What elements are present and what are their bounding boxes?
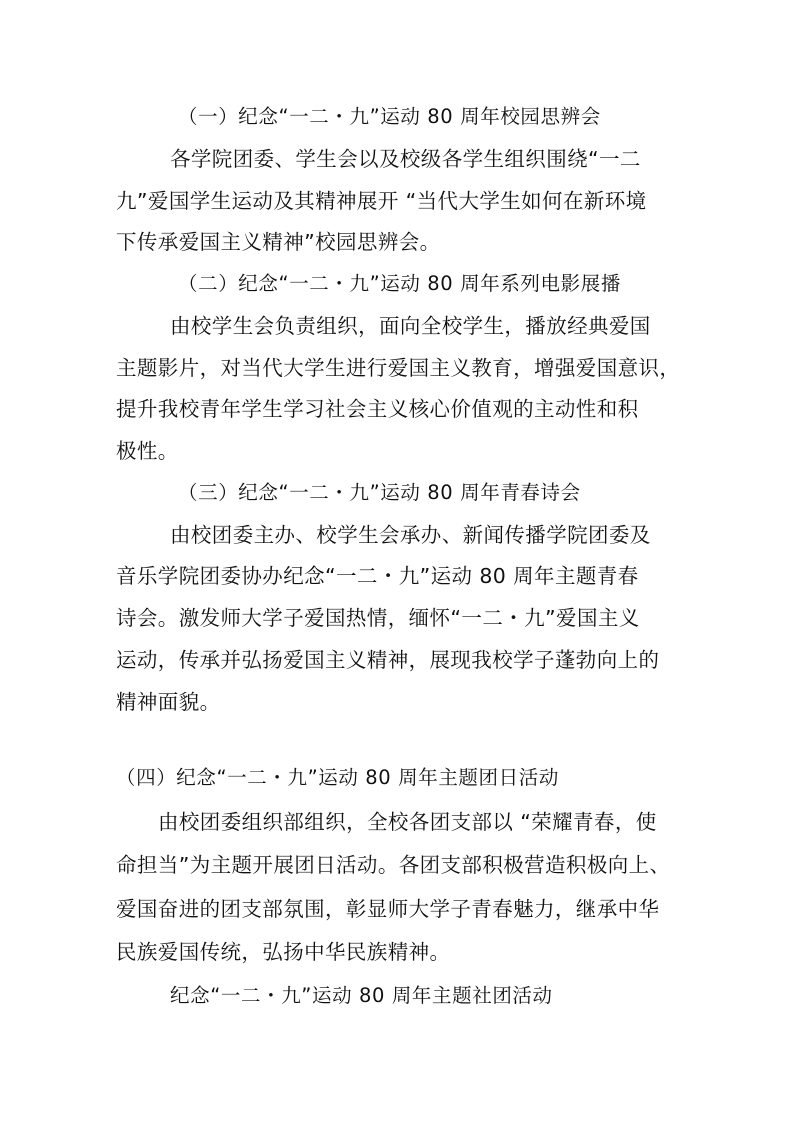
paragraph-line: 命担当”为主题开展团日活动。各团支部积极营造积极向上、	[116, 853, 671, 877]
section-heading-5: 纪念“一二・九”运动 80 周年主题社团活动	[170, 984, 553, 1007]
paragraph-line: 诗会。激发师大学子爱国热情，缅怀“一二・九”爱国主义	[116, 606, 640, 630]
paragraph-line: 音乐学院团委协办纪念“一二・九”运动 80 周年主题青春	[116, 564, 639, 588]
paragraph-line: 极性。	[116, 439, 179, 463]
paragraph-line: 各学院团委、学生会以及校级各学生组织围绕“一二	[170, 147, 641, 171]
paragraph-line: 下传承爱国主义精神”校园思辨会。	[116, 230, 441, 254]
paragraph-line: 九”爱国学生运动及其精神展开 “当代大学生如何在新环境	[116, 189, 647, 213]
paragraph-line: 民族爱国传统，弘扬中华民族精神。	[116, 940, 451, 964]
paragraph-line: 运动，传承并弘扬爱国主义精神，展现我校学子蓬勃向上的	[116, 648, 660, 672]
paragraph-line: 由校团委主办、校学生会承办、新闻传播学院团委及	[170, 523, 651, 547]
paragraph-line: 由校团委组织部组织，全校各团支部以 “荣耀青春，使	[158, 810, 657, 834]
section-heading-4: （四）纪念“一二・九”运动 80 周年主题团日活动	[116, 766, 559, 789]
paragraph-line: 主题影片，对当代大学生进行爱国主义教育，增强爱国意识，	[116, 356, 681, 380]
section-heading-2: （二）纪念“一二・九”运动 80 周年系列电影展播	[178, 272, 621, 295]
paragraph-line: 爱国奋进的团支部氛围，彰显师大学子青春魅力，继承中华	[116, 897, 660, 921]
paragraph-line: 提升我校青年学生学习社会主义核心价值观的主动性和积	[116, 397, 639, 421]
section-heading-3: （三）纪念“一二・九”运动 80 周年青春诗会	[178, 481, 581, 504]
paragraph-line: 由校学生会负责组织，面向全校学生，播放经典爱国	[170, 314, 651, 338]
paragraph-line: 精神面貌。	[116, 690, 221, 714]
section-heading-1: （一）纪念“一二・九”运动 80 周年校园思辨会	[178, 105, 601, 128]
